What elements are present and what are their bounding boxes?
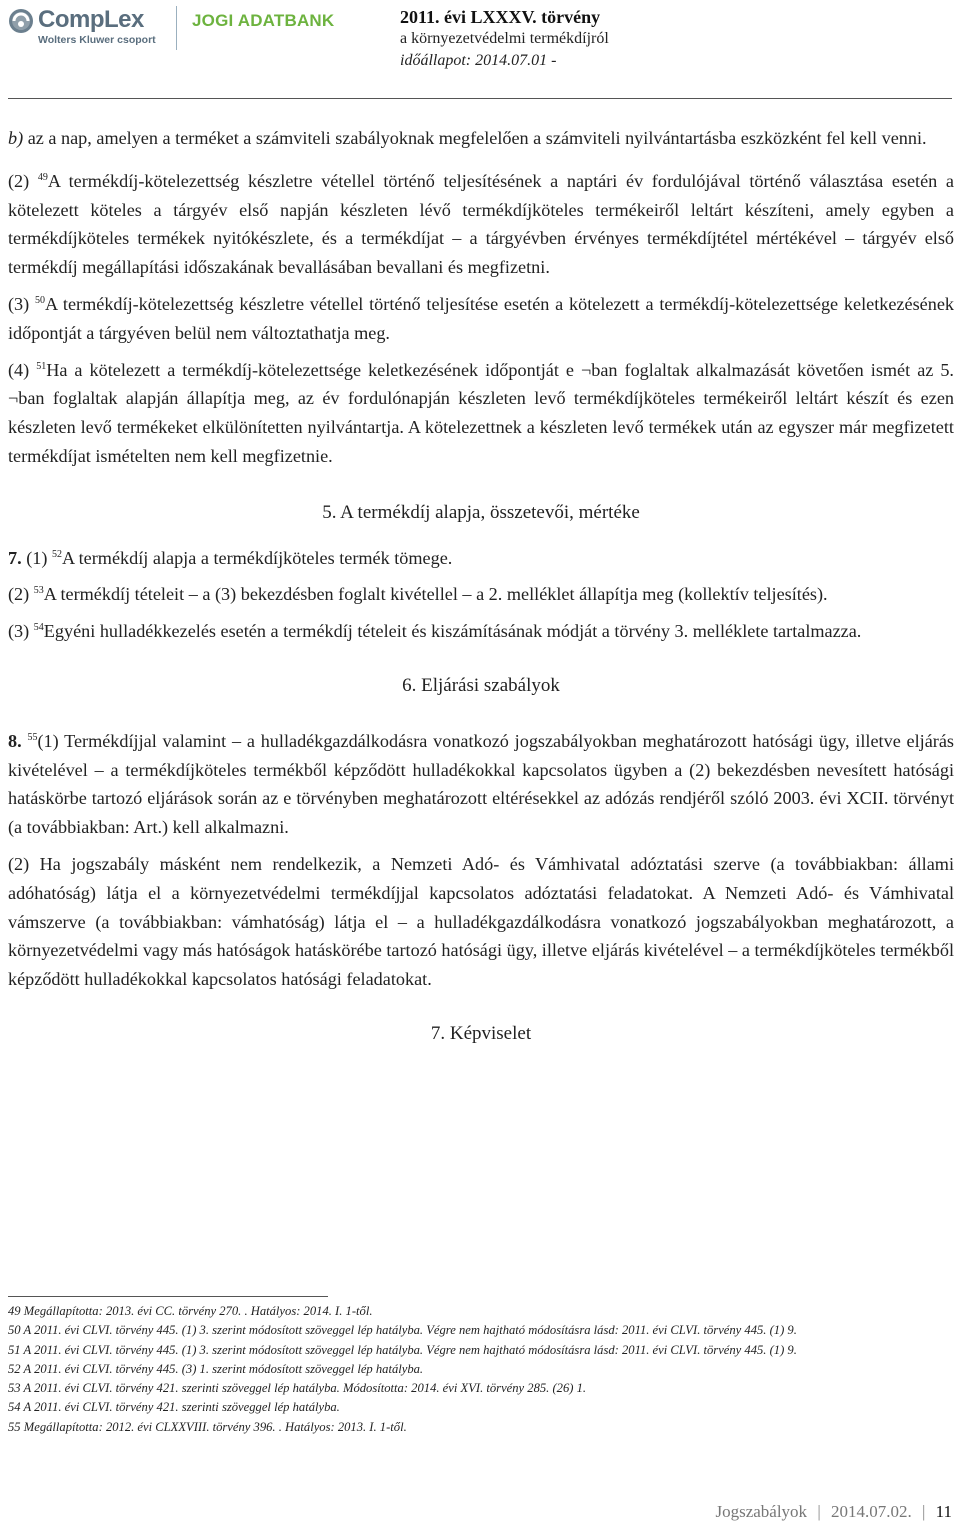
paragraph-text: (1) Termékdíjjal valamint – a hulladékgazdálkodásra vonatkozó jogszabályokban meghatározott hatósági ügy, illetve eljárás kivételével – a termékdíjköteles termékből képződött hulladékokkal kapcsolatos ügyben a (2) bekezdésben nevesített hatósági hatáskörbe tartozó eljárások során az e törvényben meghatározott eltérésekkel az adózás rendjéről szóló 2003. évi XCII. törvényt (a továbbiakban: Art.) kell alkalmazni. (8, 730, 955, 838)
footnote-ref-50[interactable]: 50 (35, 294, 45, 306)
effective-date: időállapot: 2014.07.01 - (400, 52, 557, 69)
footnote-ref-53[interactable]: 53 (33, 585, 44, 597)
paragraph-8-1 (8, 727, 954, 842)
paragraph-text: Egyéni hulladékkezelés esetén a termékdíj tételeit és kiszámításának módját a törvény 3. melléklete tartalmazza. (43, 621, 862, 642)
footnote-49: 49 Megállapította: 2013. évi CC. törvény 270. . Hatályos: 2014. I. 1-től. (8, 1304, 373, 1318)
document-body (8, 124, 954, 1065)
paragraph-6-3 (8, 290, 954, 348)
document-title-block (400, 6, 609, 72)
header-divider (176, 6, 177, 50)
footnote-54: 54 A 2011. évi CLVI. törvény 421. szerinti szöveggel lép hatályba. (8, 1400, 340, 1415)
footnote-52: 52 A 2011. évi CLVI. törvény 445. (3) 1. szerint módosított szöveggel lép hatályba. (8, 1361, 424, 1376)
footer-date: 2014.07.02. (830, 1502, 912, 1521)
footnote-50: 50 A 2011. évi CLVI. törvény 445. (1) 3. szerint módosított szöveggel lép hatályba. Végre nem hajtható módosításra lásd: 2011. évi CLVI. törvény 445. (1) 9. (8, 1323, 797, 1338)
paragraph-6-4 (8, 356, 954, 471)
page-number: 11 (935, 1502, 952, 1521)
complex-logo-name: CompLex (38, 6, 144, 33)
section-number-8: 8. (8, 730, 22, 751)
paragraph-text: A termékdíj alapja a termékdíjköteles termék tömege. (61, 547, 453, 568)
footnote-ref-54[interactable]: 54 (33, 622, 44, 634)
footnote-51: 51 A 2011. évi CLVI. törvény 445. (1) 3. szerint módosított szöveggel lép hatályba. Végre nem hajtható módosításra lásd: 2011. évi CLVI. törvény 445. (1) 9. (8, 1342, 797, 1357)
footnote-ref-49[interactable]: 49 (37, 171, 48, 183)
header-rule (8, 98, 952, 99)
footer-separator: | (817, 1502, 821, 1521)
jogi-adatbank-logo: JOGI ADATBANK (192, 11, 335, 30)
paragraph-b (8, 124, 954, 153)
footer-separator: | (921, 1502, 926, 1521)
law-subject: a környezetvédelmi termékdíjról (400, 30, 609, 47)
footnote-ref-55[interactable]: 55 (27, 731, 38, 743)
paragraph-number: (3) (8, 621, 34, 642)
paragraph-number: (1) (21, 547, 52, 568)
paragraph-number: (2) (8, 170, 38, 191)
paragraph-text: A termékdíj tételeit – a (3) bekezdésben foglalt kivétellel – a 2. melléklet állapítja meg (kollektív teljesítés). (43, 584, 828, 605)
complex-logo (8, 6, 168, 50)
footnote-55: 55 Megállapította: 2012. évi CLXXVIII. törvény 396. . Hatályos: 2013. I. 1-től. (8, 1419, 407, 1434)
paragraph-6-2 (8, 167, 954, 282)
paragraph-b-text: az a nap, amelyen a terméket a számviteli szabályoknak megfelelően a számviteli nyilvántartásba eszközként fel kell venni. (23, 128, 927, 148)
paragraph-text: A termékdíj-kötelezettség készletre vétellel történő teljesítésének a naptári év fordulójával történő választása esetén a kötelezett köteles a tárgyév első napján készleten lévő termékdíjköteles termékeiről leltárt készíteni, amely egyben a termékdíjköteles termékek nyitókészlete, és a termékdíjat – a tárgyévben érvényes termékdíjtétel mértékével – tárgyév első termékdíj megállapítási időszakának bevallásában bevallani és megfizetni. (8, 170, 954, 278)
paragraph-7-1 (8, 544, 954, 573)
complex-logo-mark-icon (8, 8, 34, 34)
paragraph-text: (2) Ha jogszabály másként nem rendelkezik, a Nemzeti Adó- és Vámhivatal adóztatási szerve (a továbbiakban: állami adóhatóság) látja el a környezetvédelmi termékdíjjal kapcsolatos adóztatási feladatokat. A Nemzeti Adó- és Vámhivatal vámszerve (a továbbiakban: vámhatóság) látja el – a hulladékgazdálkodásra vonatkozó jogszabályokban meghatározott, a környezetvédelmi vagy más hatóságok hatáskörébe tartozó hatósági ügy, illetve eljárás kivételével – a termékdíjköteles termékből képződött hulladékokkal kapcsolatos hatósági feladatokat. (8, 853, 954, 990)
footnote-53: 53 A 2011. évi CLVI. törvény 421. szerinti szöveggel lép hatályba. Módosította: 2014. évi XVI. törvény 285. (26) 1. (8, 1381, 587, 1396)
law-title: 2011. évi LXXXV. törvény (400, 7, 601, 27)
paragraph-number: (2) (8, 584, 34, 605)
footnote-ref-52[interactable]: 52 (51, 548, 62, 560)
complex-logo-subtitle: Wolters Kluwer csoport (38, 34, 156, 46)
section-number-7: 7. (8, 547, 22, 568)
section-heading-7: 7. Képviselet (430, 1022, 532, 1044)
footnote-rule (8, 1296, 328, 1297)
page-header (0, 0, 960, 69)
page-footer (715, 1502, 952, 1522)
paragraph-text: A termékdíj-kötelezettség készletre vétellel történő teljesítése esetén a kötelezett a termékdíj-kötelezettsége keletkezésének időpontját a tárgyéven belül nem változtathatja meg. (8, 293, 954, 343)
footer-source: Jogszabályok (715, 1502, 808, 1521)
footnotes (8, 1302, 948, 1437)
paragraph-7-3 (8, 617, 954, 646)
section-heading-6: 6. Eljárási szabályok (402, 674, 560, 696)
section-heading-5: 5. A termékdíj alapja, összetevői, mértéke (322, 501, 640, 523)
paragraph-7-2 (8, 580, 954, 609)
paragraph-number: (4) (8, 359, 37, 380)
paragraph-text: Ha a kötelezett a termékdíj-kötelezettsége keletkezésének időpontját e ¬ban foglaltak alkalmazását követően ismét az 5. ¬ban foglaltak alapján állapítja meg, az év fordulónapján készleten levő termékdíjköteles termékeiről leltárt készít és ezen készleten levő termékeket elkülönítetten nyilvántartja. A kötelezettnek a készleten levő termékek után az egyszer már megfizetett termékdíjat ismételten nem kell megfizetnie. (8, 359, 954, 466)
paragraph-number: (3) (8, 293, 35, 314)
paragraph-8-2 (8, 850, 954, 994)
paragraph-b-marker: b) (8, 128, 24, 148)
footnote-ref-51[interactable]: 51 (36, 360, 47, 372)
